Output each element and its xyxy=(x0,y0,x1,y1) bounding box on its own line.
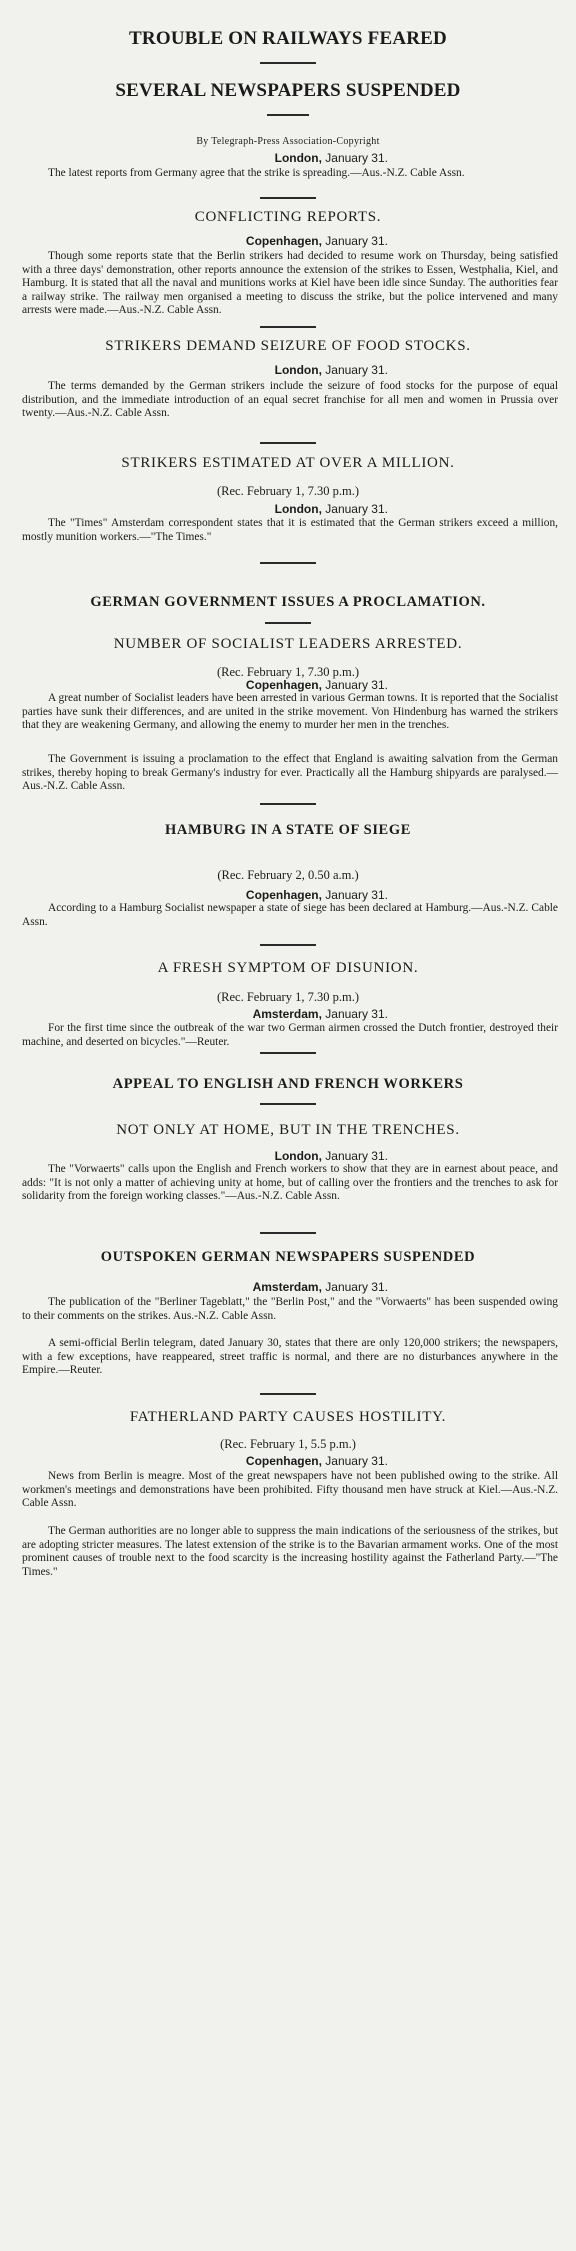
dateline xyxy=(275,151,388,165)
credit-line: By Telegraph-Press Association-Copyright xyxy=(196,136,380,147)
section-heading: STRIKERS DEMAND SEIZURE OF FOOD STOCKS. xyxy=(105,338,471,354)
dateline xyxy=(275,363,388,377)
divider xyxy=(265,622,311,624)
section-heading: FATHERLAND PARTY CAUSES HOSTILITY. xyxy=(129,1409,447,1425)
article-paragraph: The Government is issuing a proclamation to the effect that England is awaiting salvation from the German strikes, thereby hoping to break Germany's industry for ever. Practically all the Hamburg shipyards are paralysed.—Aus.-N.Z. Cable Assn. xyxy=(22,753,558,793)
article-paragraph: According to a Hamburg Socialist newspaper a state of siege has been declared at Hamburg.—Aus.-N.Z. Cable Assn. xyxy=(22,902,558,928)
divider xyxy=(260,562,316,564)
dateline-date: January 31. xyxy=(325,502,388,516)
dateline-date: January 31. xyxy=(325,678,388,692)
article-paragraph: The publication of the "Berliner Tageblatt," the "Berlin Post," and the "Vorwaerts" has been suspended owing to their comments on the strikes. Aus.-N.Z. Cable Assn. xyxy=(22,1296,558,1322)
dateline xyxy=(253,1007,388,1021)
dateline-date: January 31. xyxy=(325,1454,388,1468)
dateline-place: London, xyxy=(274,502,322,516)
subheadline: SEVERAL NEWSPAPERS SUSPENDED xyxy=(115,80,461,101)
dateline xyxy=(246,888,388,902)
dateline xyxy=(246,678,388,692)
dateline-place: Copenhagen, xyxy=(245,678,322,692)
article-paragraph: The terms demanded by the German strikers include the seizure of food stocks for the purpose of equal distribution, and the immediate introduction of an equal secret franchise for all men and women in Prussia over twenty.—Aus.-N.Z. Cable Assn. xyxy=(22,380,558,420)
dateline-date: January 31. xyxy=(325,363,388,377)
dateline xyxy=(275,502,388,516)
section-heading: STRIKERS ESTIMATED AT OVER A MILLION. xyxy=(121,455,455,471)
dateline-date: January 31. xyxy=(325,234,388,248)
article-paragraph: For the first time since the outbreak of the war two German airmen crossed the Dutch frontier, destroyed their machine, and deserted on bicycles."—Reuter. xyxy=(22,1022,558,1048)
dateline xyxy=(275,1149,388,1163)
divider xyxy=(260,1393,316,1395)
section-heading: OUTSPOKEN GERMAN NEWSPAPERS SUSPENDED xyxy=(100,1249,476,1265)
divider xyxy=(260,62,316,64)
dateline-place: London, xyxy=(274,363,322,377)
divider xyxy=(260,803,316,805)
dateline-place: Copenhagen, xyxy=(245,234,322,248)
section-heading: NUMBER OF SOCIALIST LEADERS ARRESTED. xyxy=(113,636,463,652)
dateline-date: January 31. xyxy=(325,888,388,902)
dateline-place: London, xyxy=(274,151,322,165)
received-note: (Rec. February 1, 7.30 p.m.) xyxy=(217,484,359,498)
article-paragraph: The German authorities are no longer able to suppress the main indications of the seriousness of the strikes, but are adopting stricter measures. The latest extension of the strike is to the Bavarian armament works. One of the most prominent causes of trouble next to the food scarcity is the increasing hostility against the Fatherland Party.—"The Times." xyxy=(22,1525,558,1578)
divider xyxy=(260,1103,316,1105)
article-paragraph: The "Times" Amsterdam correspondent states that it is estimated that the German strikers exceed a million, mostly munition workers.—"The Times." xyxy=(22,517,558,543)
dateline-place: Amsterdam, xyxy=(252,1007,322,1021)
received-note: (Rec. February 1, 5.5 p.m.) xyxy=(220,1437,356,1451)
section-heading: GERMAN GOVERNMENT ISSUES A PROCLAMATION. xyxy=(90,594,486,610)
divider xyxy=(260,442,316,444)
section-heading: CONFLICTING REPORTS. xyxy=(194,209,382,225)
divider xyxy=(260,197,316,199)
article-paragraph: The "Vorwaerts" calls upon the English and French workers to show that they are in earnest about peace, and adds: "It is not only a matter of achieving unity at home, but of calling over the frontiers and the trenches to ask for solidarity from the foreign working classes."—Aus.-N.Z. Cable Assn. xyxy=(22,1163,558,1203)
article-paragraph: A semi-official Berlin telegram, dated January 30, states that there are only 120,000 strikers; the newspapers, with a few exceptions, have reappeared, street traffic is normal, and there are no disturbances anywhere in the Empire.—Reuter. xyxy=(22,1337,558,1377)
article-paragraph: Though some reports state that the Berlin strikers had decided to resume work on Thursday, being satisfied with a three days' demonstration, other reports announce the extension of the strikes to Essen, Westphalia, Kiel, and Hamburg. It is stated that all the naval and munitions works at Kiel have been idle since Sunday. The authorities fear a railway strike. The railway men organised a meeting to discuss the strike, but the police intervened and many arrests were made.—Aus.-N.Z. Cable Assn. xyxy=(22,250,558,317)
article-paragraph: The latest reports from Germany agree that the strike is spreading.—Aus.-N.Z. Cable Assn. xyxy=(48,167,465,179)
received-note: (Rec. February 1, 7.30 p.m.) xyxy=(217,665,359,679)
article-paragraph: A great number of Socialist leaders have been arrested in various German towns. It is reported that the Socialist parties have sunk their differences, and are united in the strike movement. Von Hindenburg has warned the strikers that they are weakening Germany, and allowing the enemy to murder her men in the trenches. xyxy=(22,692,558,732)
received-note: (Rec. February 2, 0.50 a.m.) xyxy=(217,868,359,882)
dateline-place: Amsterdam, xyxy=(252,1280,322,1294)
section-heading: A FRESH SYMPTOM OF DISUNION. xyxy=(157,960,419,976)
dateline-date: January 31. xyxy=(325,1149,388,1163)
divider xyxy=(267,114,309,116)
dateline-place: London, xyxy=(274,1149,322,1163)
article-paragraph: News from Berlin is meagre. Most of the great newspapers have not been published owing to the strike. All workmen's meetings and demonstrations have been prohibited. Fifty thousand men have struck at Kiel.—Aus.-N.Z. Cable Assn. xyxy=(22,1470,558,1510)
dateline xyxy=(246,1454,388,1468)
dateline-date: January 31. xyxy=(325,1007,388,1021)
divider xyxy=(260,1052,316,1054)
section-heading: NOT ONLY AT HOME, BUT IN THE TRENCHES. xyxy=(116,1122,460,1138)
dateline-place: Copenhagen, xyxy=(245,1454,322,1468)
divider xyxy=(260,326,316,328)
section-heading: HAMBURG IN A STATE OF SIEGE xyxy=(165,822,411,838)
dateline-place: Copenhagen, xyxy=(245,888,322,902)
divider xyxy=(260,1232,316,1234)
dateline-date: January 31. xyxy=(325,151,388,165)
dateline xyxy=(253,1280,388,1294)
divider xyxy=(260,944,316,946)
received-note: (Rec. February 1, 7.30 p.m.) xyxy=(217,990,359,1004)
headline: TROUBLE ON RAILWAYS FEARED xyxy=(129,28,447,49)
dateline xyxy=(246,234,388,248)
dateline-date: January 31. xyxy=(325,1280,388,1294)
section-heading: APPEAL TO ENGLISH AND FRENCH WORKERS xyxy=(112,1076,464,1092)
